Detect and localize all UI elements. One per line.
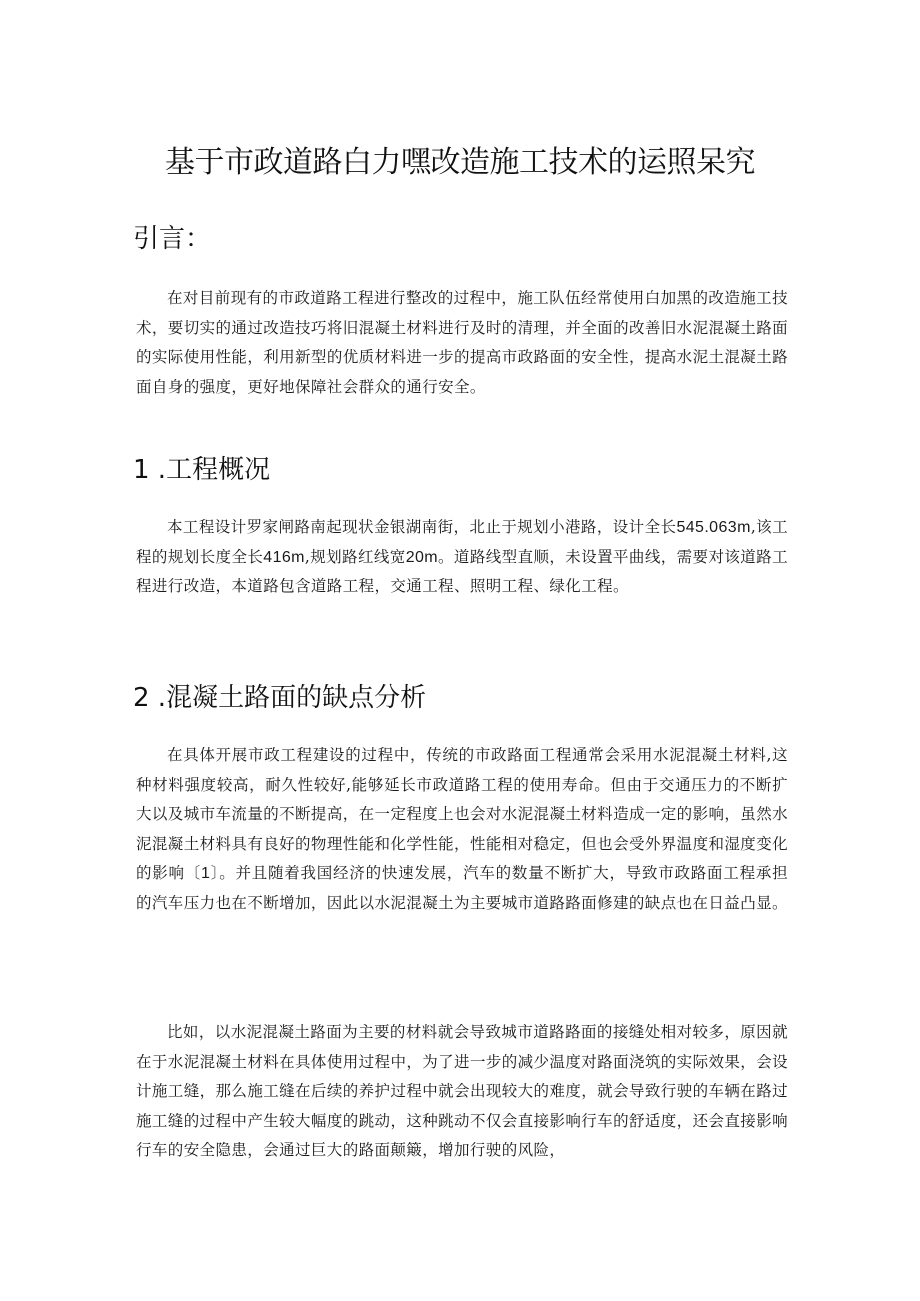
section-1-text-3: ,规划路红线宽 (304, 547, 406, 566)
section-1-paragraph (136, 513, 788, 602)
reference-number: 1 (201, 865, 211, 882)
section-1-heading: 1 .工程概况 (133, 455, 271, 485)
road-width-value: 20m (405, 548, 439, 566)
section-2-paragraph-1 (136, 741, 788, 918)
section-1-text-2: ,该工程的规划长度全长 (136, 518, 788, 566)
section-2-text-1: 在具体开展市政工程建设的过程中，传统的市政路面工程通常会采用水泥混凝土材料,这种材料强度较高，耐久性较好,能够延长市政道路工程的使用寿命。但由于交通压力的不断扩大以及城市车流量的不断提高，在一定程度上也会对水泥混凝土材料造成一定的影响，虽然水泥混凝土材料具有良好的物理性能和化学性能，性能相对稳定，但也会受外界温度和湿度变化的影响〔 (136, 746, 788, 882)
section-2-text-2: 〕。并且随着我国经济的快速发展，汽车的数量不断扩大，导致市政路面工程承担的汽车压力也在不断增加，因此以水泥混凝土为主要城市道路路面修建的缺点也在日益凸显。 (136, 864, 788, 912)
section-1-text-1: 本工程设计罗家闸路南起现状金银湖南街，北止于规划小港路，设计全长 (167, 518, 677, 536)
section-2-paragraph-2: 比如，以水泥混凝土路面为主要的材料就会导致城市道路路面的接缝处相对较多，原因就在于水泥混凝土材料在具体使用过程中，为了进一步的减少温度对路面浇筑的实际效果，会设计施工缝，那么施工缝在后续的养护过程中就会出现较大的难度，就会导致行驶的车辆在路过施工缝的过程中产生较大幅度的跳动，这种跳动不仅会直接影响行车的舒适度，还会直接影响行车的安全隐患，会通过巨大的路面颠簸，增加行驶的风险， (136, 1023, 788, 1159)
section-2-heading: 2 .混凝土路面的缺点分析 (133, 683, 427, 713)
document-title: 基于市政道路白力嘿改造施工技术的运照呆究 (165, 145, 755, 180)
section-1-text-4: 。道路线型直顺，未设置平曲线，需要对该道路工程进行改造，本道路包含道路工程，交通工程、照明工程、绿化工程。 (136, 547, 788, 595)
intro-paragraph: 在对目前现有的市政道路工程进行整改的过程中，施工队伍经常使用白加黑的改造施工技术，要切实的通过改造技巧将旧混凝土材料进行及时的清理，并全面的改善旧水泥混凝土路面的实际使用性能，利用新型的优质材料进一步的提高市政路面的安全性，提高水泥土混凝土路面自身的强度，更好地保障社会群众的通行安全。 (136, 289, 788, 396)
intro-heading: 引言： (133, 224, 212, 254)
planned-length-value: 416m (263, 548, 305, 566)
design-length-value: 545.063m (676, 519, 751, 536)
